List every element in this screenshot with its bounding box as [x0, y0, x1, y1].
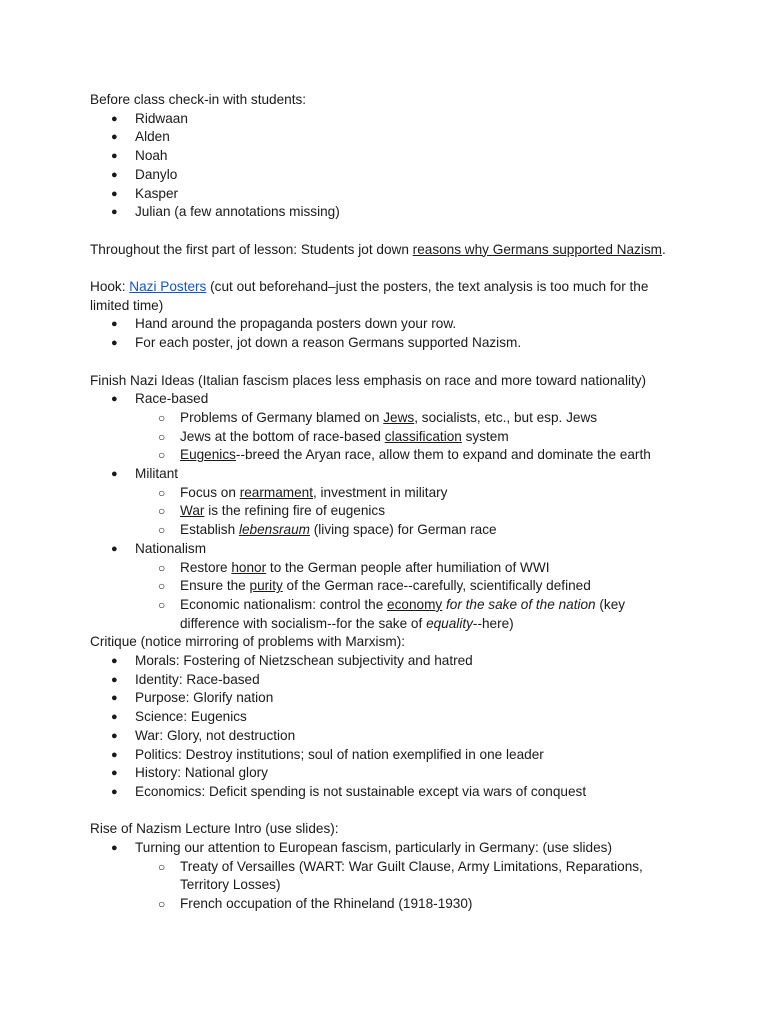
list-item: ● Danylo: [90, 166, 690, 185]
bullet-dot-icon: ●: [111, 206, 118, 219]
list-item: ● War: Glory, not destruction: [90, 727, 690, 746]
hollow-circle-icon: ○: [158, 485, 166, 500]
list-item: ● Politics: Destroy institutions; soul of nation exemplified in one leader: [90, 746, 690, 765]
hollow-circle-icon: ○: [158, 429, 166, 444]
sub-list-item: ○ Eugenics--breed the Aryan race, allow them to expand and dominate the earth: [90, 446, 690, 465]
list-item: ● Nationalism: [90, 540, 690, 559]
list-item: ● Ridwaan: [90, 110, 690, 129]
critique-list: [90, 652, 690, 802]
list-item: ● History: National glory: [90, 764, 690, 783]
sub-list-item: ○ Focus on rearmament, investment in military: [90, 484, 690, 503]
bullet-dot-icon: ●: [111, 655, 118, 668]
bullet-dot-icon: ●: [111, 692, 118, 705]
sub-list-item: ○ Economic nationalism: control the economy for the sake of the nation (key: [90, 596, 690, 615]
lecture-heading: Rise of Nazism Lecture Intro (use slides):: [90, 821, 339, 837]
sub-list-item: ○ Problems of Germany blamed on Jews, socialists, etc., but esp. Jews: [90, 409, 690, 428]
bullet-dot-icon: ●: [111, 393, 118, 406]
bullet-dot-icon: ●: [111, 168, 118, 181]
sub-list-item: ○ Jews at the bottom of race-based classification system: [90, 428, 690, 447]
sub-list-item: ○ French occupation of the Rhineland (1918-1930): [90, 895, 690, 914]
list-item: ● Science: Eugenics: [90, 708, 690, 727]
hollow-circle-icon: ○: [158, 597, 166, 612]
bullet-dot-icon: ●: [111, 711, 118, 724]
hollow-circle-icon: ○: [158, 523, 166, 538]
sub-list-item: ○ Ensure the purity of the German race--carefully, scientifically defined: [90, 577, 690, 596]
bullet-dot-icon: ●: [111, 785, 118, 798]
hollow-circle-icon: ○: [158, 504, 166, 519]
sub-list-item: ○ Establish lebensraum (living space) for German race: [90, 521, 690, 540]
hollow-circle-icon: ○: [158, 579, 166, 594]
sub-list-item-continued: Territory Losses): [180, 877, 281, 893]
bullet-dot-icon: ●: [111, 673, 118, 686]
bullet-dot-icon: ●: [111, 337, 118, 350]
ideas-heading: Finish Nazi Ideas (Italian fascism places less emphasis on race and more toward nationality): [90, 372, 647, 388]
sub-list-item: ○ Restore honor to the German people after humiliation of WWI: [90, 559, 690, 578]
hollow-circle-icon: ○: [158, 410, 166, 425]
bullet-dot-icon: ●: [111, 318, 118, 331]
list-item: ● Morals: Fostering of Nietzschean subjectivity and hatred: [90, 652, 690, 671]
throughout-underlined: reasons why Germans supported Nazism: [412, 241, 662, 257]
sub-list-item-continued: difference with socialism--for the sake of equality--here): [180, 615, 514, 631]
student-list: [90, 110, 690, 222]
bullet-dot-icon: ●: [111, 468, 118, 481]
throughout-line: [90, 241, 690, 260]
hollow-circle-icon: ○: [158, 897, 166, 912]
bullet-dot-icon: ●: [111, 112, 118, 125]
throughout-text: Throughout the first part of lesson: Students jot down: [90, 241, 413, 257]
nazi-posters-link[interactable]: Nazi Posters: [129, 279, 207, 294]
list-item: ● Militant: [90, 465, 690, 484]
bullet-dot-icon: ●: [111, 842, 118, 855]
hook-label: Hook:: [90, 279, 130, 294]
list-item: ● Hand around the propaganda posters down your row.: [90, 315, 690, 334]
hollow-circle-icon: ○: [158, 859, 166, 874]
sub-list-item: ○ War is the refining fire of eugenics: [90, 502, 690, 521]
list-item: ● Race-based: [90, 390, 690, 409]
list-item: ● Noah: [90, 147, 690, 166]
hollow-circle-icon: ○: [158, 560, 166, 575]
hook-rest: (cut out beforehand–just the posters, the text analysis is too much for the: [206, 279, 649, 294]
bullet-dot-icon: ●: [111, 542, 118, 555]
hollow-circle-icon: ○: [158, 448, 166, 463]
bullet-dot-icon: ●: [111, 187, 118, 200]
bullet-dot-icon: ●: [111, 729, 118, 742]
list-item: ● Alden: [90, 128, 690, 147]
critique-heading: Critique (notice mirroring of problems with Marxism):: [90, 634, 405, 650]
list-item: ● For each poster, jot down a reason Germans supported Nazism.: [90, 334, 690, 353]
bullet-dot-icon: ●: [111, 767, 118, 780]
list-item: ● Turning our attention to European fascism, particularly in Germany: (use slides): [90, 839, 690, 858]
list-item: ● Purpose: Glorify nation: [90, 689, 690, 708]
bullet-dot-icon: ●: [111, 748, 118, 761]
throughout-period: .: [662, 241, 666, 257]
hook-line-2: limited time): [90, 297, 164, 313]
sub-list-item: ○ Treaty of Versailles (WART: War Guilt Clause, Army Limitations, Reparations,: [90, 858, 690, 877]
hook-list: [90, 315, 690, 352]
bullet-dot-icon: ●: [111, 131, 118, 144]
list-item: ● Economics: Deficit spending is not sustainable except via wars of conquest: [90, 783, 690, 802]
list-item: ● Julian (a few annotations missing): [90, 203, 690, 222]
list-item: ● Kasper: [90, 185, 690, 204]
checkin-heading: Before class check-in with students:: [90, 92, 307, 107]
bullet-dot-icon: ●: [111, 150, 118, 163]
list-item: ● Identity: Race-based: [90, 671, 690, 690]
hook-line: [90, 278, 690, 297]
document-body: [90, 91, 690, 914]
